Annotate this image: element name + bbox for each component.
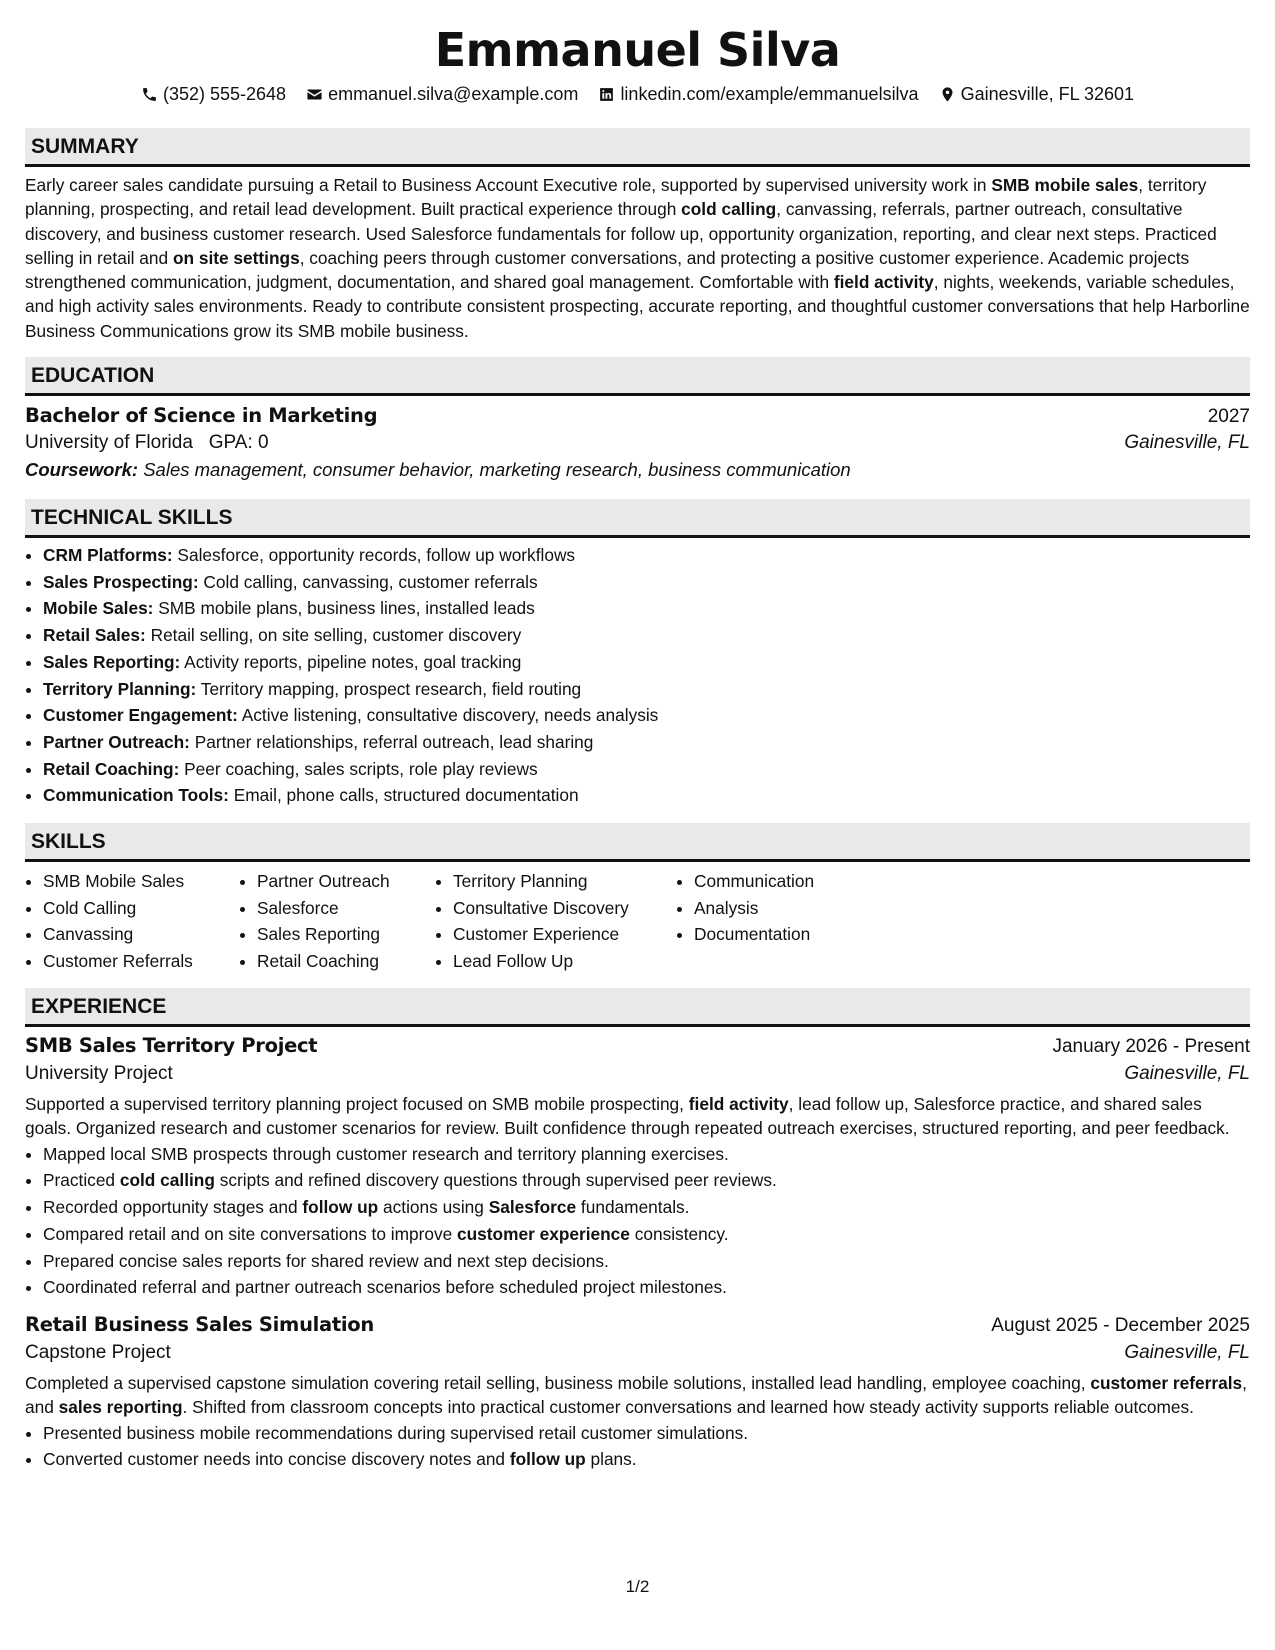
school-name: University of Florida — [25, 432, 193, 454]
text-run: plans. — [585, 1449, 637, 1470]
contact-phone[interactable] — [141, 82, 286, 106]
technical-skills-section — [25, 499, 1250, 809]
skill-item: • Consultative Discovery — [453, 895, 676, 922]
job-bullets — [25, 1420, 1250, 1473]
job-bullet — [43, 1248, 1250, 1275]
skill-item: • Retail Coaching — [257, 948, 435, 975]
technical-skill-item — [43, 649, 1250, 676]
skill-item: • Analysis — [694, 895, 854, 922]
skill-details: Partner relationships, referral outreach, lead sharing — [189, 732, 594, 752]
section-heading: SKILLS — [25, 823, 1250, 862]
skill-details: Peer coaching, sales scripts, role play reviews — [179, 758, 538, 779]
text-run: , canvassing, referrals, partner outreach, consultative discovery, and business customer research. Used Salesforce fundamentals for follow up, opportunity organization, reporting, and clear next steps. Practiced selling in retail and — [25, 199, 1217, 268]
email-text: emmanuel.silva@example.com — [328, 84, 579, 104]
job-organization: Capstone Project — [25, 1341, 171, 1363]
coursework-list: Sales management, consumer behavior, marketing research, business communication — [143, 459, 851, 481]
text-run: Supported a supervised territory planning project focused on SMB mobile prospecting, — [25, 1094, 689, 1115]
experience-title-row — [25, 1313, 1250, 1337]
skill-item: • Communication — [694, 868, 854, 895]
candidate-name: Emmanuel Silva — [434, 23, 841, 77]
contact-location — [939, 82, 1134, 106]
section-heading: EDUCATION — [25, 357, 1250, 396]
skills-grid — [25, 868, 1250, 974]
technical-skills-list — [25, 542, 1250, 809]
experience-entry — [25, 1313, 1250, 1473]
job-dates: January 2026 - Present — [1052, 1036, 1250, 1058]
text-run: , territory planning, prospecting, and retail lead development. Built practical experience through — [25, 175, 1207, 220]
section-heading: TECHNICAL SKILLS — [25, 499, 1250, 538]
coursework-label: Coursework: — [25, 459, 139, 481]
skill-category: Mobile Sales: — [43, 598, 154, 619]
skills-section — [25, 823, 1250, 974]
skill-details: Salesforce, opportunity records, follow up workflows — [172, 545, 576, 566]
coursework-line — [25, 459, 1250, 481]
bold-keyword: Salesforce — [488, 1197, 577, 1218]
job-location: Gainesville, FL — [1124, 1063, 1250, 1085]
skill-item: • Territory Planning — [453, 868, 676, 895]
skill-category: Communication Tools: — [43, 785, 229, 806]
experience-entry — [25, 1034, 1250, 1301]
skill-category: Retail Sales: — [43, 625, 146, 646]
experience-section — [25, 988, 1250, 1473]
text-run: consistency. — [629, 1223, 729, 1244]
bold-keyword: SMB mobile sales — [991, 175, 1139, 195]
skills-column — [435, 868, 676, 974]
skill-category: Sales Reporting: — [43, 651, 181, 672]
bold-keyword: cold calling — [681, 199, 777, 220]
bold-keyword: customer experience — [457, 1223, 630, 1244]
technical-skill-item — [43, 729, 1250, 756]
job-bullet — [43, 1167, 1250, 1194]
resume-page — [25, 22, 1250, 1473]
job-bullets — [25, 1141, 1250, 1301]
skill-category: Retail Coaching: — [43, 758, 180, 779]
skill-details: Active listening, consultative discovery, needs analysis — [237, 705, 659, 726]
text-run: Coordinated referral and partner outreach scenarios before scheduled project milestones. — [43, 1277, 727, 1298]
gpa: GPA: 0 — [208, 432, 269, 454]
text-run: , coaching peers through customer conversations, and protecting a positive customer experience. Academic projects strengthened communication, judgment, documentation, and shared goal management. Comfortable with — [25, 247, 1190, 293]
job-bullet — [43, 1274, 1250, 1301]
phone-icon — [141, 86, 158, 103]
experience-list — [25, 1034, 1250, 1473]
skill-details: Cold calling, canvassing, customer referrals — [198, 571, 538, 592]
school-location: Gainesville, FL — [1124, 432, 1250, 454]
bold-keyword: customer referrals — [1090, 1372, 1243, 1393]
contact-bar — [25, 82, 1250, 106]
skill-item: • Sales Reporting — [257, 921, 435, 948]
skill-details: SMB mobile plans, business lines, installed leads — [153, 598, 535, 619]
phone-text: (352) 555-2648 — [162, 84, 287, 104]
skill-details: Activity reports, pipeline notes, goal tracking — [180, 651, 522, 672]
text-run: scripts and refined discovery questions through supervised peer reviews. — [214, 1170, 777, 1191]
bold-keyword: follow up — [302, 1197, 379, 1218]
text-run: Completed a supervised capstone simulation covering retail selling, business mobile solutions, installed lead handling, employee coaching, — [25, 1372, 1091, 1393]
skill-item: • Customer Experience — [453, 921, 676, 948]
text-run: Recorded opportunity stages and — [43, 1197, 303, 1218]
skill-category: CRM Platforms: — [43, 545, 173, 566]
technical-skill-item — [43, 702, 1250, 729]
technical-skill-item — [43, 676, 1250, 703]
contact-email[interactable] — [306, 82, 578, 106]
technical-skill-item — [43, 542, 1250, 569]
technical-skill-item — [43, 595, 1250, 622]
text-run: Practiced — [43, 1170, 120, 1191]
skill-item: • Canvassing — [43, 921, 239, 948]
skill-item: • Cold Calling — [43, 895, 239, 922]
skill-category: Partner Outreach: — [43, 732, 190, 752]
bold-keyword: field activity — [833, 272, 934, 293]
job-title: Retail Business Sales Simulation — [25, 1312, 374, 1336]
bold-keyword: sales reporting — [58, 1397, 183, 1418]
education-section — [25, 357, 1250, 481]
technical-skill-item — [43, 756, 1250, 783]
job-dates: August 2025 - December 2025 — [991, 1314, 1250, 1336]
skills-column — [239, 868, 435, 974]
contact-linkedin[interactable] — [598, 82, 918, 106]
text-run: Compared retail and on site conversations to improve — [43, 1223, 457, 1244]
text-run: Presented business mobile recommendations during supervised retail customer simulations. — [43, 1422, 749, 1443]
degree-title: Bachelor of Science in Marketing — [25, 404, 378, 428]
location-text: Gainesville, FL 32601 — [960, 84, 1135, 104]
map-pin-icon — [939, 86, 956, 103]
skill-item: • Customer Referrals — [43, 948, 239, 975]
summary-section — [25, 128, 1250, 343]
job-description — [25, 1092, 1250, 1141]
graduation-year: 2027 — [1207, 406, 1250, 428]
skills-column — [676, 868, 854, 974]
skill-details: Territory mapping, prospect research, field routing — [196, 678, 582, 699]
skill-category: Sales Prospecting: — [43, 571, 199, 592]
technical-skill-item — [43, 622, 1250, 649]
text-run: , lead follow up, Salesforce practice, and shared sales goals. Organized research and customer scenarios for review. Built confidence through repeated outreach exercises, structured reporting, and peer feedback. — [25, 1094, 1230, 1139]
job-description — [25, 1371, 1250, 1420]
skill-category: Customer Engagement: — [43, 705, 238, 726]
job-location: Gainesville, FL — [1124, 1341, 1250, 1363]
envelope-icon — [306, 86, 323, 103]
text-run: actions using — [378, 1197, 489, 1218]
job-bullet — [43, 1194, 1250, 1221]
section-heading: SUMMARY — [25, 128, 1250, 167]
skill-details: Email, phone calls, structured documentation — [228, 785, 579, 806]
section-heading: EXPERIENCE — [25, 988, 1250, 1027]
skill-item: • Partner Outreach — [257, 868, 435, 895]
bold-keyword: field activity — [688, 1094, 789, 1115]
page-number: 1/2 — [625, 1577, 650, 1596]
experience-title-row — [25, 1034, 1250, 1058]
education-row — [25, 404, 1250, 428]
school-line — [25, 432, 269, 454]
text-run: , and — [25, 1372, 1247, 1418]
text-run: Converted customer needs into concise discovery notes and — [43, 1449, 510, 1470]
linkedin-text: linkedin.com/example/emmanuelsilva — [620, 84, 919, 104]
technical-skill-item — [43, 782, 1250, 809]
education-school-row — [25, 432, 1250, 454]
text-run: fundamentals. — [576, 1197, 690, 1218]
skill-details: Retail selling, on site selling, customer discovery — [145, 625, 522, 646]
job-bullet — [43, 1221, 1250, 1248]
linkedin-icon — [598, 86, 615, 103]
technical-skill-item — [43, 569, 1250, 596]
skill-category: Territory Planning: — [43, 678, 197, 699]
bold-keyword: follow up — [509, 1449, 586, 1470]
summary-paragraph — [25, 173, 1250, 343]
bold-keyword: on site settings — [172, 247, 300, 268]
job-bullet — [43, 1446, 1250, 1473]
skills-column — [25, 868, 239, 974]
text-run: Early career sales candidate pursuing a Retail to Business Account Executive role, supported by supervised university work in — [25, 175, 992, 195]
text-run: , nights, weekends, variable schedules, and high activity sales environments. Ready to contribute consistent prospecting, accurate reporting, and thoughtful customer conversations that help Harborline Business Communications grow its SMB mobile business. — [25, 272, 1250, 341]
job-organization: University Project — [25, 1063, 173, 1085]
bold-keyword: cold calling — [119, 1170, 215, 1191]
skill-item: • Salesforce — [257, 895, 435, 922]
experience-org-row — [25, 1342, 1250, 1364]
text-run: Prepared concise sales reports for shared review and next step decisions. — [43, 1250, 609, 1271]
job-bullet — [43, 1420, 1250, 1447]
job-bullet — [43, 1141, 1250, 1168]
text-run: Mapped local SMB prospects through customer research and territory planning exercises. — [43, 1143, 729, 1164]
job-title: SMB Sales Territory Project — [25, 1034, 318, 1058]
skill-item: • SMB Mobile Sales — [43, 868, 239, 895]
experience-org-row — [25, 1063, 1250, 1085]
text-run: . Shifted from classroom concepts into practical customer conversations and learned how steady activity supports reliable outcomes. — [182, 1397, 1194, 1418]
skill-item: • Documentation — [694, 921, 854, 948]
skill-item: • Lead Follow Up — [453, 948, 676, 975]
